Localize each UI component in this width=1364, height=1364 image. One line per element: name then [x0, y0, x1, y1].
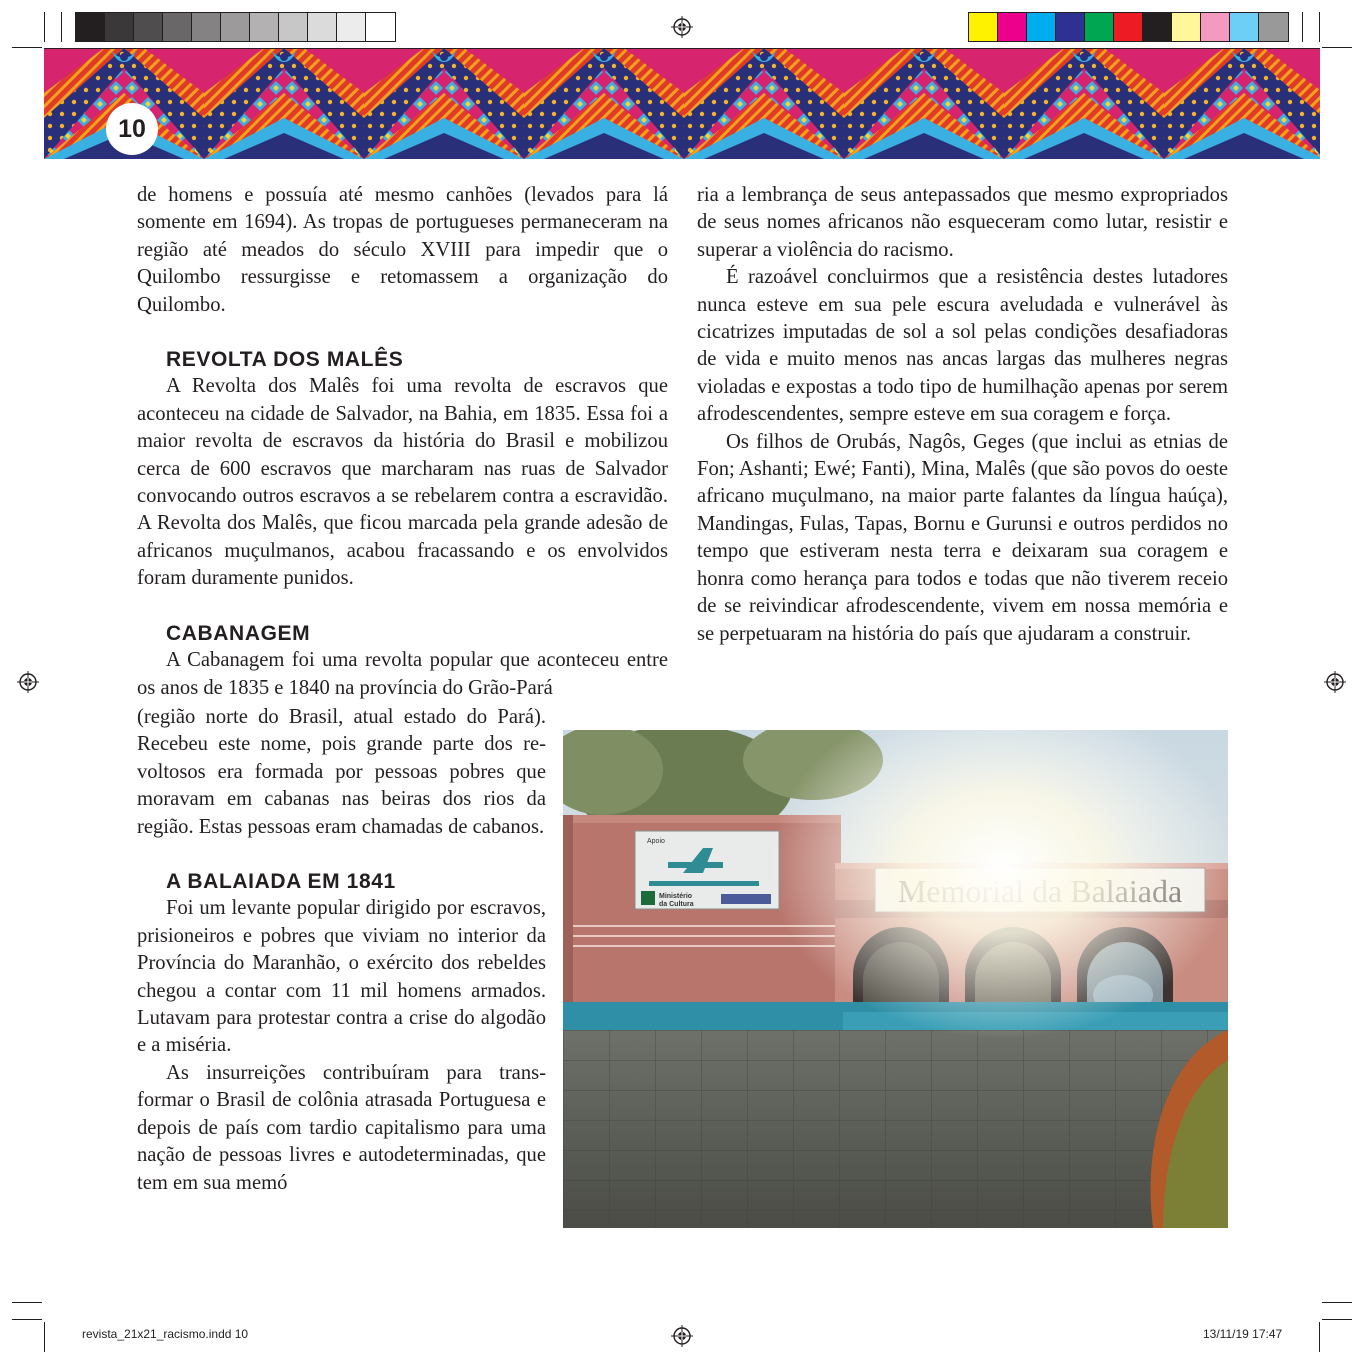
crop-mark-bottom-left-v — [44, 1322, 45, 1352]
paragraph-revolta-dos-males: A Revolta dos Malês foi uma revolta de escravos que aconteceu na cidade de Salvador, na Bahia, em 1835. Essa foi a maior revolta de escravos da história do Brasil e mobilizou cerca de 600 escravos que marcharam nas ruas de Salvador convocando outros escravos a se rebelarem contra a escravidão. A Revolta dos Malês, que ficou marcada pela grande adesão de africanos muçulmanos, acabou fracassando e os envolvidos foram duramente punidos. — [137, 375, 668, 590]
footer-file-info: revista_21x21_racismo.indd 10 — [82, 1327, 249, 1341]
process-color-swatch-6 — [1114, 13, 1143, 41]
gray-swatch-10 — [337, 13, 366, 41]
process-color-swatch-4 — [1056, 13, 1085, 41]
process-color-swatch-8 — [1172, 13, 1201, 41]
process-color-bar — [968, 12, 1289, 42]
crop-mark-top-left-v — [44, 12, 45, 42]
gray-swatch-11 — [366, 13, 395, 41]
memorial-da-balaiada-photo — [563, 730, 1228, 1228]
heading-cabanagem: CABANAGEM — [166, 621, 311, 645]
process-color-swatch-9 — [1201, 13, 1230, 41]
crop-mark-bottom-right-v — [1319, 1322, 1320, 1352]
heading-revolta-dos-males: REVOLTA DOS MALÊS — [166, 348, 404, 372]
gray-color-bar — [75, 12, 396, 42]
footer-timestamp: 13/11/19 17:47 — [1203, 1327, 1283, 1341]
paragraph-cabanagem-start: A Cabanagem foi uma revolta popular que aconteceu entre os anos de 1835 e 1840 na província do Grão-Pará — [137, 649, 668, 699]
left-text-column-narrow — [137, 704, 546, 1197]
crop-mark-top-left-h — [12, 47, 42, 48]
paragraph-insurreicoes: As insurreições contribuíram para transformar o Brasil de colônia atrasada Portuguesa e depois de país com tardio capitalismo para uma nação de pessoas livres e autodeterminadas, que tem em sua memó — [137, 1061, 546, 1194]
paragraph-lembranca: ria a lembrança de seus antepassados que mesmo expropriados de seus nomes africanos não esqueceram como lutar, resistir e superar a violência do racismo. — [697, 184, 1228, 261]
gray-swatch-9 — [308, 13, 337, 41]
left-text-column — [137, 182, 668, 702]
crop-mark-bottom-right-h — [1322, 1302, 1352, 1303]
registration-mark-icon — [1324, 671, 1346, 693]
gray-swatch-6 — [221, 13, 250, 41]
paragraph-quilombo-end: de homens e possuía até mesmo canhões (levados para lá somente em 1694). As tropas de portugueses permaneceram na região até meados do século XVIII para impedir que o Quilombo ressurgisse e retomassem a organização do Quilombo. — [137, 184, 668, 316]
registration-mark-icon — [17, 671, 39, 693]
gray-swatch-7 — [250, 13, 279, 41]
gray-swatch-4 — [163, 13, 192, 41]
process-color-swatch-10 — [1230, 13, 1259, 41]
gray-swatch-3 — [134, 13, 163, 41]
crop-mark-top-right-v2 — [1319, 12, 1320, 42]
paragraph-balaiada: Foi um levante popular dirigido por escravos, prisioneiros e pobres que viviam no interior da Província do Maranhão, o exército dos rebeldes chegou a contar com 11 mil homens armados. Lutavam para protestar contra a crise do algodão e a miséria. — [137, 897, 546, 1057]
registration-mark-icon — [671, 1325, 693, 1347]
process-color-swatch-11 — [1259, 13, 1288, 41]
gray-swatch-2 — [105, 13, 134, 41]
crop-mark-bottom-left-h — [12, 1302, 42, 1303]
process-color-swatch-1 — [969, 13, 998, 41]
process-color-swatch-7 — [1143, 13, 1172, 41]
crop-mark-top-left-v2 — [61, 12, 62, 42]
gray-swatch-5 — [192, 13, 221, 41]
crop-mark-bottom-left-h2 — [12, 1319, 42, 1320]
process-color-swatch-3 — [1027, 13, 1056, 41]
registration-mark-icon — [671, 16, 693, 38]
gray-swatch-1 — [76, 13, 105, 41]
process-color-swatch-2 — [998, 13, 1027, 41]
right-text-column — [697, 182, 1228, 648]
heading-balaiada: A BALAIADA EM 1841 — [166, 870, 396, 894]
paragraph-resistencia: É razoável concluirmos que a resistência destes lutadores nunca esteve em sua pele escura aveludada e vulnerável às cicatrizes imputadas de sol a sol pelas condições desafiadoras de vida e muito menos nas ancas largas das mulheres negras violadas e expostas a todo tipo de humilhação apenas por serem afrodescendentes, sempre esteve em sua coragem e força. — [697, 266, 1228, 426]
crop-mark-top-right-v — [1302, 12, 1303, 42]
paragraph-cabanagem-cont: (região norte do Brasil, atual estado do Pará). Recebeu este nome, pois grande parte dos revoltosos era formada por pessoas pobres que moravam em cabanas nas beiras dos rios da região. Estas pessoas eram chamadas de cabanos. — [137, 706, 546, 838]
page-number: 10 — [106, 103, 158, 155]
crop-mark-bottom-right-h2 — [1322, 1319, 1352, 1320]
crop-mark-top-right-h — [1322, 47, 1352, 48]
african-pattern-banner — [44, 48, 1320, 159]
gray-swatch-8 — [279, 13, 308, 41]
process-color-swatch-5 — [1085, 13, 1114, 41]
paragraph-filhos-de-orubas: Os filhos de Orubás, Nagôs, Geges (que inclui as etnias de Fon; Ashanti; Ewé; Fanti), Mina, Malês (que são povos do oeste africano muçulmano, na maior parte falantes da língua haúça), Mandingas, Fulas, Tapas, Bornu e Gurunsi e outros perdidos no tempo que estiveram nesta terra e deixaram sua coragem e honra como herança para todos e todas que não tiverem receio de se reivindicar afrodescendente, vivem em nossa memória e se perpetuaram na história do país que ajudaram a construir. — [697, 430, 1228, 645]
